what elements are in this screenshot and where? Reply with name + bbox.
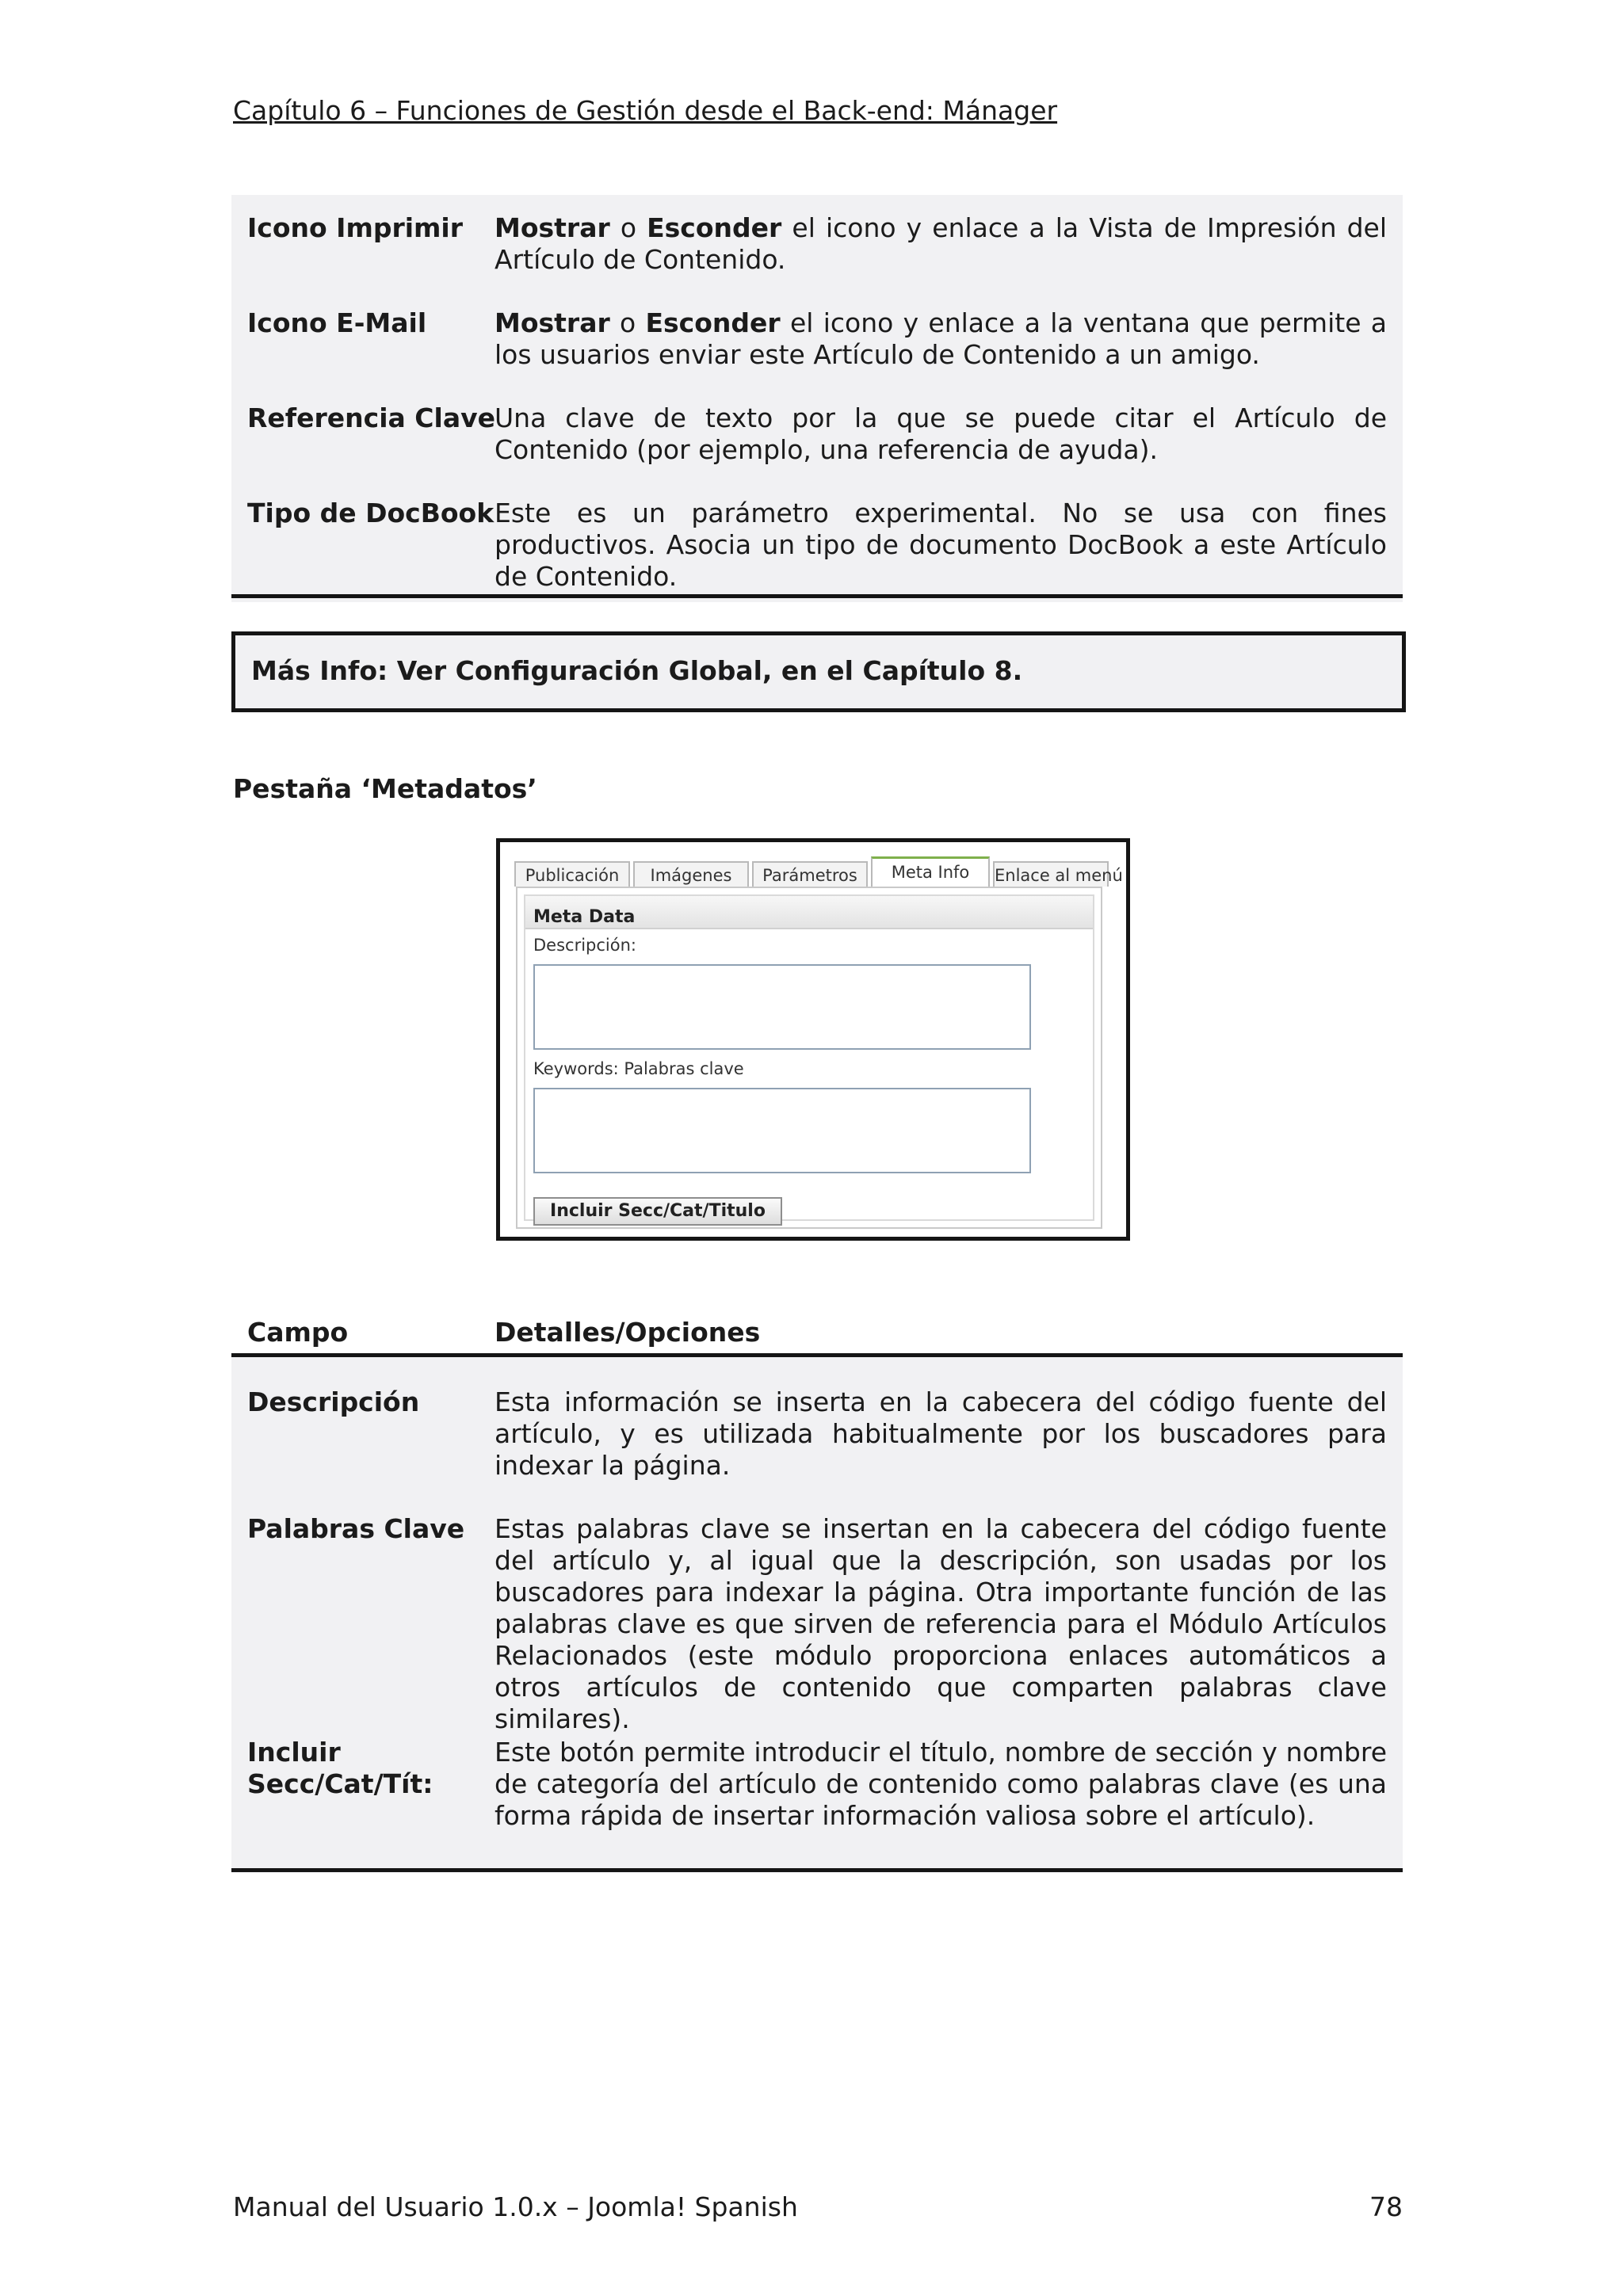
page-number: 78 [1369, 2191, 1403, 2222]
metadata-screenshot [496, 838, 1130, 1241]
tab-publicacion[interactable]: Publicación [514, 861, 630, 887]
keywords-textarea[interactable] [533, 1088, 1031, 1173]
table-bottom-rule [231, 1868, 1403, 1872]
row-description: Mostrar o Esconder el icono y enlace a la ventana que permite a los usuarios enviar este Artículo de Contenido a un amigo. [495, 307, 1387, 370]
tab-imagenes[interactable]: Imágenes [633, 861, 749, 887]
tab-bar [514, 856, 1123, 887]
meta-panel-header [525, 896, 1093, 929]
row-term: Palabras Clave [247, 1513, 465, 1544]
table-bottom-rule [231, 594, 1403, 598]
meta-panel-inner [524, 894, 1094, 1221]
column-header-detalles: Detalles/Opciones [495, 1317, 761, 1348]
include-secc-cat-button[interactable]: Incluir Secc/Cat/Titulo [533, 1197, 782, 1226]
row-term: Icono Imprimir [247, 212, 464, 243]
row-description: Mostrar o Esconder el icono y enlace a la Vista de Impresión del Artículo de Contenido. [495, 212, 1387, 275]
more-info-text: Más Info: Ver Configuración Global, en el Capítulo 8. [251, 655, 1023, 686]
row-description: Este botón permite introducir el título, nombre de sección y nombre de categoría del artículo de contenido como palabras clave (es una forma rápida de insertar información valiosa sobre el artículo). [495, 1737, 1387, 1831]
row-term: Incluir Secc/Cat/Tít: [247, 1737, 433, 1799]
row-description: Estas palabras clave se insertan en la cabecera del código fuente del artículo y, al igual que la descripción, son usadas por los buscadores para indexar la página. Otra importante función de las palabras clave es que sirven de referencia para el Módulo Artículos Relacionados (este módulo proporciona enlaces automáticos a otros artículos de contenido que comparten palabras clave similares). [495, 1513, 1387, 1734]
page-header: Capítulo 6 – Funciones de Gestión desde el Back-end: Mánager [233, 95, 1058, 126]
section-title: Pestaña ‘Metadatos’ [233, 773, 537, 804]
options-table [231, 195, 1403, 602]
meta-panel-title: Meta Data [533, 907, 636, 927]
row-term: Descripción [247, 1386, 420, 1417]
tab-enlace-menu[interactable]: Enlace al menú [993, 861, 1109, 887]
tab-meta-info[interactable]: Meta Info [871, 856, 990, 888]
more-info-box [231, 631, 1406, 712]
row-term: Tipo de DocBook [247, 498, 495, 528]
keywords-label: Keywords: Palabras clave [533, 1059, 744, 1078]
row-description: Esta información se inserta en la cabecera del código fuente del artículo, y es utilizada habitualmente por los buscadores para indexar la página. [495, 1386, 1387, 1481]
row-term: Referencia Clave [247, 402, 496, 433]
column-header-campo: Campo [247, 1317, 349, 1348]
fields-table [231, 1353, 1403, 1873]
description-textarea[interactable] [533, 964, 1031, 1050]
table-header-rule [231, 1353, 1403, 1357]
page-footer: Manual del Usuario 1.0.x – Joomla! Spanish [233, 2191, 798, 2222]
tab-parametros[interactable]: Parámetros [752, 861, 868, 887]
meta-panel [516, 887, 1102, 1229]
row-description: Una clave de texto por la que se puede citar el Artículo de Contenido (por ejemplo, una referencia de ayuda). [495, 402, 1387, 465]
row-description: Este es un parámetro experimental. No se usa con fines productivos. Asocia un tipo de documento DocBook a este Artículo de Contenido. [495, 498, 1387, 592]
row-term: Icono E-Mail [247, 307, 427, 338]
description-label: Descripción: [533, 936, 636, 955]
